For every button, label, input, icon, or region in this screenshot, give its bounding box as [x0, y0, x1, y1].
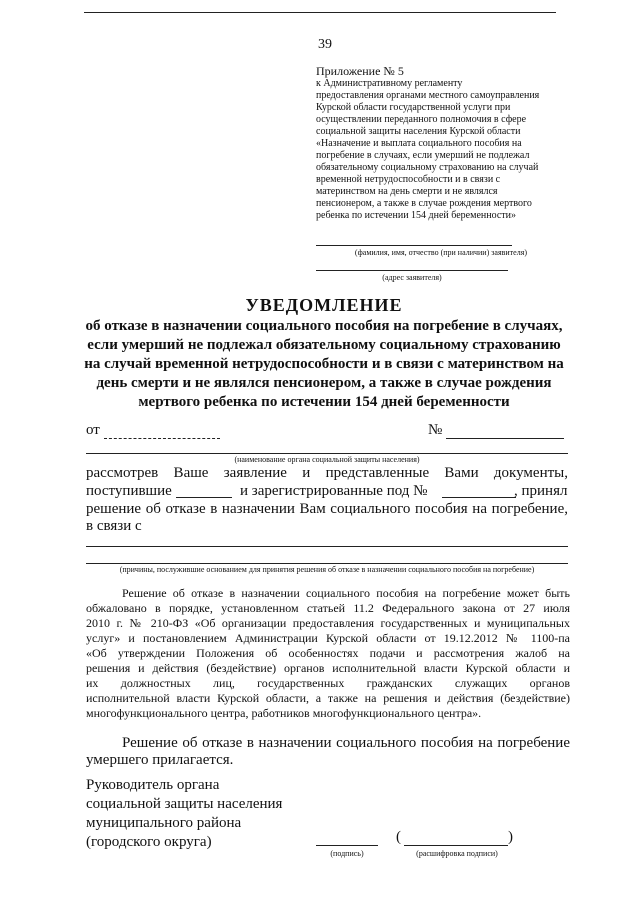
signatory-line: социальной защиты населения [86, 796, 283, 812]
applicant-address-caption: (адрес заявителя) [382, 273, 442, 282]
body-line-2c: , принял [514, 483, 568, 499]
signature-caption: (подпись) [330, 849, 364, 858]
decryption-close-paren: ) [508, 829, 513, 845]
signature-field[interactable] [316, 845, 378, 846]
subtitle-line: если умерший не подлежал обязательному социальному страхованию [87, 337, 561, 353]
reason-field-2[interactable] [86, 563, 568, 564]
notice-title: УВЕДОМЛЕНИЕ [245, 295, 403, 315]
signatory-line: муниципального района [86, 815, 242, 831]
signatory-block [86, 776, 282, 852]
reason-field-1[interactable] [86, 546, 568, 547]
attached-line-1: Решение об отказе в назначении социального пособия на погребение [122, 735, 570, 751]
received-date-field[interactable] [176, 497, 232, 498]
top-rule [84, 12, 556, 13]
appendix-line: обязательному социальному страхованию на случай [316, 162, 539, 173]
number-label: № [428, 422, 443, 438]
body-line-3: решение об отказе в назначении Вам социального пособия на погребение, [86, 501, 568, 517]
registration-number-field[interactable] [442, 497, 516, 498]
attached-line-2: умершего прилагается. [86, 752, 234, 768]
appendix-title: Приложение № 5 [316, 64, 404, 78]
appeal-line: Решение об отказе в назначении социального пособия на погребение может быть [122, 586, 570, 600]
subtitle-line: на случай временной нетрудоспособности и в связи с материнством на [84, 356, 564, 372]
from-label: от [86, 422, 100, 438]
subtitle-line: день смерти и не являлся пенсионером, а также в случае рождения [96, 375, 552, 391]
org-name-caption: (наименование органа социальной защиты населения) [234, 455, 420, 464]
appendix-line: погребение в случаях, если умерший не подлежал [316, 150, 530, 161]
appendix-line: материнством на день смерти и не являлся [316, 186, 498, 197]
appeal-line: их должностных лиц, государственных гражданских служащих органов [86, 676, 570, 690]
org-name-field[interactable] [86, 453, 568, 454]
appendix-line: «Назначение и выплата социального пособия на [316, 138, 522, 149]
appendix-block [316, 64, 586, 222]
from-date-field[interactable] [104, 438, 220, 439]
appeal-line: исполнительной власти Курской области, а также на решения и действия (бездействие) [86, 691, 570, 705]
notice-subtitle [60, 317, 588, 412]
signatory-line: (городского округа) [86, 834, 212, 850]
appendix-line: временной нетрудоспособности и в связи с [316, 174, 501, 185]
appendix-line: пенсионером, а также в случае рождения мертвого [316, 198, 532, 209]
appeal-paragraph [86, 586, 570, 721]
appeal-line: обжаловано в порядке, установленном статьей 11.2 Федерального закона от 27 июля [86, 601, 570, 615]
appendix-line: Курской области государственной услуги при [316, 102, 511, 113]
body-line-1: рассмотрев Ваше заявление и представленные Вами документы, [86, 465, 568, 481]
appendix-line: к Административному регламенту [316, 78, 463, 89]
appeal-line: услуг» и постановлением Администрации Курской области от 19.12.2012 № 1100-па [86, 631, 570, 645]
body-line-2a: поступившие [86, 483, 172, 499]
applicant-name-field[interactable] [316, 245, 512, 246]
reason-caption: (причины, послужившие основанием для принятия решения об отказе в назначении социального пособия на погребение) [119, 565, 535, 574]
notice-number-field[interactable] [446, 438, 564, 439]
subtitle-line: об отказе в назначении социального пособия на погребение в случаях, [85, 318, 563, 334]
applicant-address-field[interactable] [316, 270, 508, 271]
appeal-line: 2010 г. № 210-ФЗ «Об организации предоставления государственных и муниципальных [86, 616, 570, 630]
decryption-field[interactable] [404, 845, 508, 846]
body-line-2b: и зарегистрированные под № [240, 483, 428, 499]
appeal-line: решения и действия (бездействие) органов исполнительной власти Курской области и [86, 661, 570, 675]
appeal-line: «Об утверждении Положения об особенностях подачи и рассмотрения жалоб на [86, 646, 570, 660]
decryption-open-paren: ( [396, 829, 401, 845]
decryption-caption: (расшифровка подписи) [416, 849, 498, 858]
appendix-text [316, 78, 586, 222]
body-line-4: в связи с [86, 518, 142, 534]
page-number: 39 [318, 37, 332, 52]
appeal-line: многофункционального центра, работников многофункционального центра». [86, 706, 482, 720]
appendix-line: предоставления органами местного самоуправления [316, 90, 540, 101]
appendix-line: ребенка по истечении 154 дней беременности» [316, 210, 516, 221]
appendix-line: осуществлении переданного полномочия в сфере [316, 114, 527, 125]
appendix-line: социальной защиты населения Курской области [316, 126, 521, 137]
signatory-line: Руководитель органа [86, 777, 220, 793]
subtitle-line: мертвого ребенка по истечении 154 дней беременности [138, 394, 510, 410]
applicant-name-caption: (фамилия, имя, отчество (при наличии) заявителя) [354, 248, 528, 257]
